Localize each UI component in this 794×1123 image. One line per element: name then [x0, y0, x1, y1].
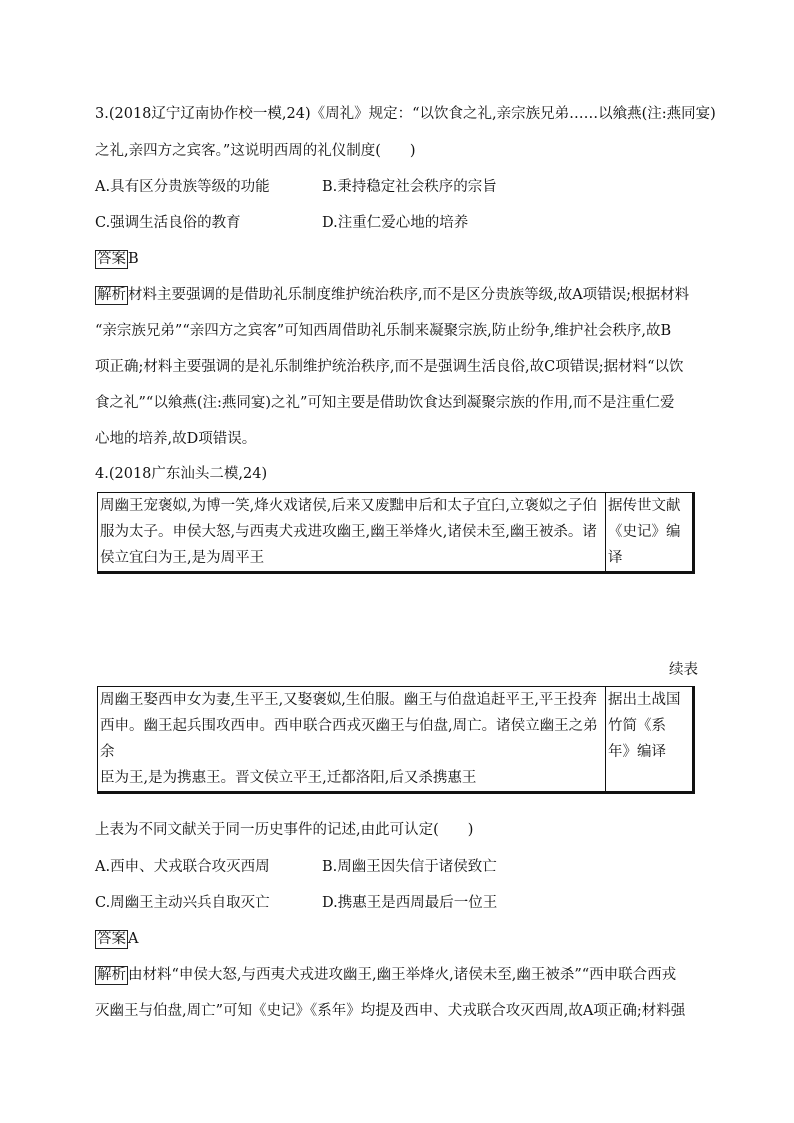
q4-option-d: D.携惠王是西周最后一位王 — [322, 895, 498, 911]
q4-analysis-line1 — [95, 965, 676, 985]
q4-stem: 上表为不同文献关于同一历史事件的记述,由此可认定( ) — [95, 822, 474, 838]
q3-analysis-line2: “亲宗族兄弟”“亲四方之宾客”可知西周借助礼乐制来凝聚宗族,防止纷争,维护社会秩序,故B — [95, 323, 672, 339]
q3-answer-value: B — [128, 251, 139, 267]
q3-analysis-line3: 项正确;材料主要强调的是礼乐制维护统治秩序,而不是强调生活良俗,故C项错误;据材料“以饮 — [95, 359, 684, 375]
q3-stem-line2: 之礼,亲四方之宾客。”这说明西周的礼仪制度( ) — [95, 143, 416, 159]
q3-analysis-line4: 食之礼”“以飨燕(注:燕同宴)之礼”可知主要是借助饮食达到凝聚宗族的作用,而不是注重仁爱 — [95, 395, 675, 411]
q4-analysis-line2: 灭幽王与伯盘,周亡”可知《史记》《系年》均提及西申、犬戎联合攻灭西周,故A项正确;材料强 — [95, 1003, 686, 1019]
q4-answer-value: A — [128, 931, 139, 947]
table1-content: 周幽王宠褒姒,为博一笑,烽火戏诸侯,后来又废黜申后和太子宜臼,立褒姒之子伯 服为太子。申侯大怒,与西夷犬戎进攻幽王,幽王举烽火,诸侯未至,幽王被杀。诸 侯立宜臼为王,是为周平王 — [98, 493, 606, 573]
q4-analysis-text: 由材料“申侯大怒,与西夷犬戎进攻幽王,幽王举烽火,诸侯未至,幽王被杀”“西申联合西戎 — [128, 967, 677, 983]
continued-table-label: 续表 — [669, 662, 698, 678]
q3-option-a: A.具有区分贵族等级的功能 — [95, 179, 270, 195]
q3-stem-line1: 3.(2018辽宁辽南协作校一模,24)《周礼》规定：“以饮食之礼,亲宗族兄弟……以飨燕(注:燕同宴) — [95, 106, 716, 122]
q3-analysis-line1 — [95, 285, 689, 305]
q3-option-b: B.秉持稳定社会秩序的宗旨 — [322, 179, 497, 195]
analysis-tag: 解析 — [97, 287, 126, 303]
table1-source: 据传世文献 《史记》编 译 — [606, 493, 694, 573]
q3-analysis-line5: 心地的培养,故D项错误。 — [95, 431, 257, 447]
analysis-tag: 解析 — [97, 967, 126, 983]
q4-header: 4.(2018广东汕头二模,24) — [95, 466, 268, 482]
q4-table-2 — [97, 686, 695, 794]
q4-answer — [95, 929, 138, 949]
table2-source: 据出土战国 竹简《系 年》编译 — [606, 687, 694, 793]
table2-content: 周幽王娶西申女为妻,生平王,又娶褒姒,生伯服。幽王与伯盘追赶平王,平王投奔 西申。幽王起兵围攻西申。西申联合西戎灭幽王与伯盘,周亡。诸侯立幽王之弟余 臣为王,是为携惠王。晋文侯立平王,迁都洛阳,后又杀携惠王 — [98, 687, 606, 793]
answer-tag: 答案 — [97, 251, 126, 267]
q4-option-c: C.周幽王主动兴兵自取灭亡 — [95, 895, 270, 911]
q3-option-d: D.注重仁爱心地的培养 — [322, 215, 469, 231]
q4-option-a: A.西申、犬戎联合攻灭西周 — [95, 859, 270, 875]
q4-option-b: B.周幽王因失信于诸侯致亡 — [322, 859, 497, 875]
answer-tag: 答案 — [97, 931, 126, 947]
q4-table-1 — [97, 492, 695, 574]
q3-option-c: C.强调生活良俗的教育 — [95, 215, 241, 231]
q3-answer — [95, 249, 139, 269]
q3-analysis-text: 材料主要强调的是借助礼乐制度维护统治秩序,而不是区分贵族等级,故A项错误;根据材料 — [128, 287, 690, 303]
